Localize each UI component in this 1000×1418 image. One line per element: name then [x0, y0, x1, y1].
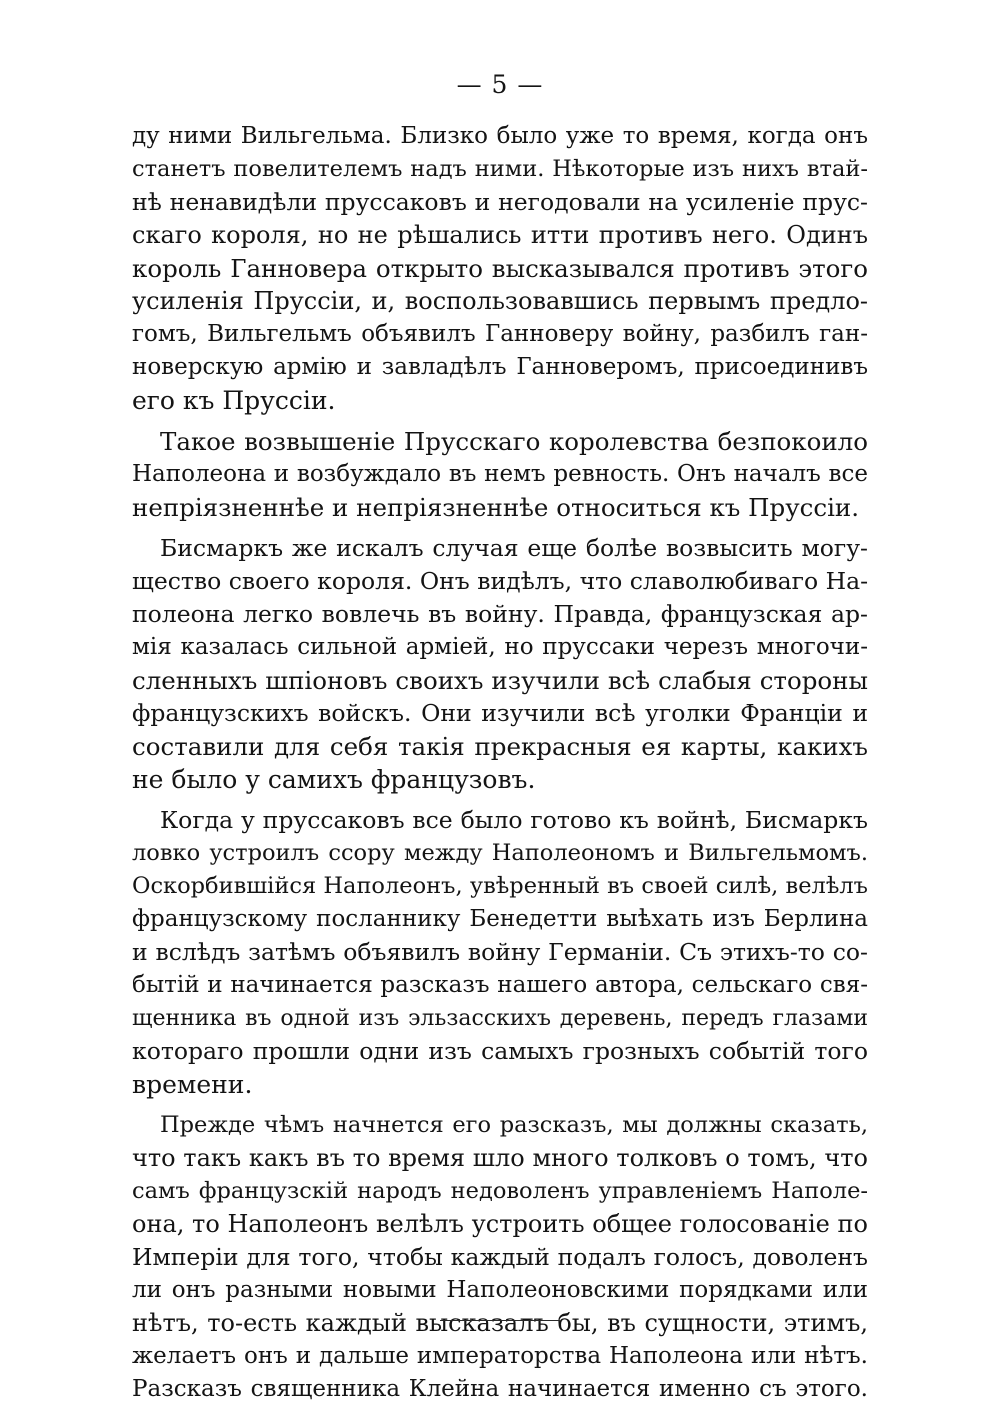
text-line: бытій и начинается разсказъ нашего автора, сельскаго свя- — [132, 972, 868, 998]
text-line: ли онъ разными новыми Наполеоновскими порядками или — [132, 1277, 868, 1303]
text-line: нѣ ненавидѣли пруссаковъ и негодовали на усиленіе прус- — [132, 188, 868, 216]
text-line: Оскорбившійся Наполеонъ, увѣренный въ своей силѣ, велѣлъ — [132, 873, 868, 899]
text-line: Разсказъ священника Клейна начинается именно съ этого. — [132, 1376, 868, 1402]
paragraph — [132, 1109, 868, 1406]
text-line: станетъ повелителемъ надъ ними. Нѣкоторые изъ нихъ втай- — [132, 156, 868, 182]
text-line: гомъ, Вильгельмъ объявилъ Ганноверу войну, разбилъ ган- — [132, 321, 868, 347]
text-line: Когда у пруссаковъ все было готово къ войнѣ, Бисмаркъ — [160, 806, 868, 834]
text-line: усиленія Пруссіи, и, воспользовавшись первымъ предло- — [132, 287, 868, 315]
paragraph — [132, 532, 868, 796]
text-line: французскихъ войскъ. Они изучили всѣ уголки Франціи и — [132, 699, 868, 727]
text-line: непріязненнѣе и непріязненнѣе относиться къ Пруссіи. — [132, 493, 860, 522]
text-line: его къ Пруссіи. — [132, 386, 336, 415]
end-rule — [440, 1320, 560, 1321]
page-number: — 5 — — [456, 70, 544, 99]
text-line: составили для себя такія прекрасныя ея карты, какихъ — [132, 732, 868, 761]
text-line: нѣтъ, то-есть каждый высказалъ бы, въ сущности, этимъ, — [132, 1309, 868, 1337]
paragraph — [132, 425, 868, 524]
text-line: сленныхъ шпіоновъ своихъ изучили всѣ слабыя стороны — [132, 666, 868, 695]
body-text — [132, 120, 868, 1406]
text-line: король Ганновера открыто высказывался противъ этого — [132, 254, 868, 283]
text-line: что такъ какъ въ то время шло много толковъ о томъ, что — [132, 1144, 868, 1172]
text-line: щество своего короля. Онъ видѣлъ, что славолюбиваго На- — [132, 567, 869, 595]
text-line: и вслѣдъ затѣмъ объявилъ войну Германіи. Съ этихъ-то со- — [132, 938, 868, 966]
text-line: Такое возвышеніе Прусскаго королевства безпокоило — [160, 427, 868, 456]
text-line: Имперіи для того, чтобы каждый подалъ голосъ, доволенъ — [132, 1243, 868, 1271]
text-line: ду ними Вильгельма. Близко было уже то время, когда онъ — [132, 123, 868, 149]
text-line: она, то Наполеонъ велѣлъ устроить общее голосованіе по — [132, 1210, 868, 1238]
paragraph — [132, 804, 868, 1101]
text-line: полеона легко вовлечь въ войну. Правда, французская ар- — [132, 600, 868, 628]
paragraph — [132, 120, 868, 417]
text-line: котораго прошли одни изъ самыхъ грозныхъ событій того — [132, 1037, 868, 1065]
text-line: французскому посланнику Бенедетти выѣхать изъ Берлина — [132, 906, 868, 932]
text-line: самъ французскій народъ недоволенъ управленіемъ Наполе- — [132, 1178, 868, 1204]
text-line: времени. — [132, 1070, 253, 1099]
text-line: новерскую армію и завладѣлъ Ганноверомъ, присоединивъ — [132, 354, 868, 380]
text-line: скаго короля, но не рѣшались итти противъ него. Одинъ — [132, 221, 868, 249]
text-line: ловко устроилъ ссору между Наполеономъ и Вильгельмомъ. — [132, 840, 868, 866]
text-line: Наполеона и возбуждало въ немъ ревность. Онъ началъ все — [132, 461, 868, 487]
text-line: Бисмаркъ же искалъ случая еще болѣе возвысить могу- — [160, 534, 868, 562]
text-line: не было у самихъ французовъ. — [132, 765, 536, 794]
text-line: мія казалась сильной арміей, но пруссаки черезъ многочи- — [132, 634, 868, 660]
text-line: желаетъ онъ и дальше императорства Наполеона или нѣтъ. — [132, 1343, 868, 1369]
text-line: щенника въ одной изъ эльзасскихъ деревень, передъ глазами — [132, 1006, 868, 1031]
text-line: Прежде чѣмъ начнется его разсказъ, мы должны сказать, — [160, 1112, 868, 1138]
